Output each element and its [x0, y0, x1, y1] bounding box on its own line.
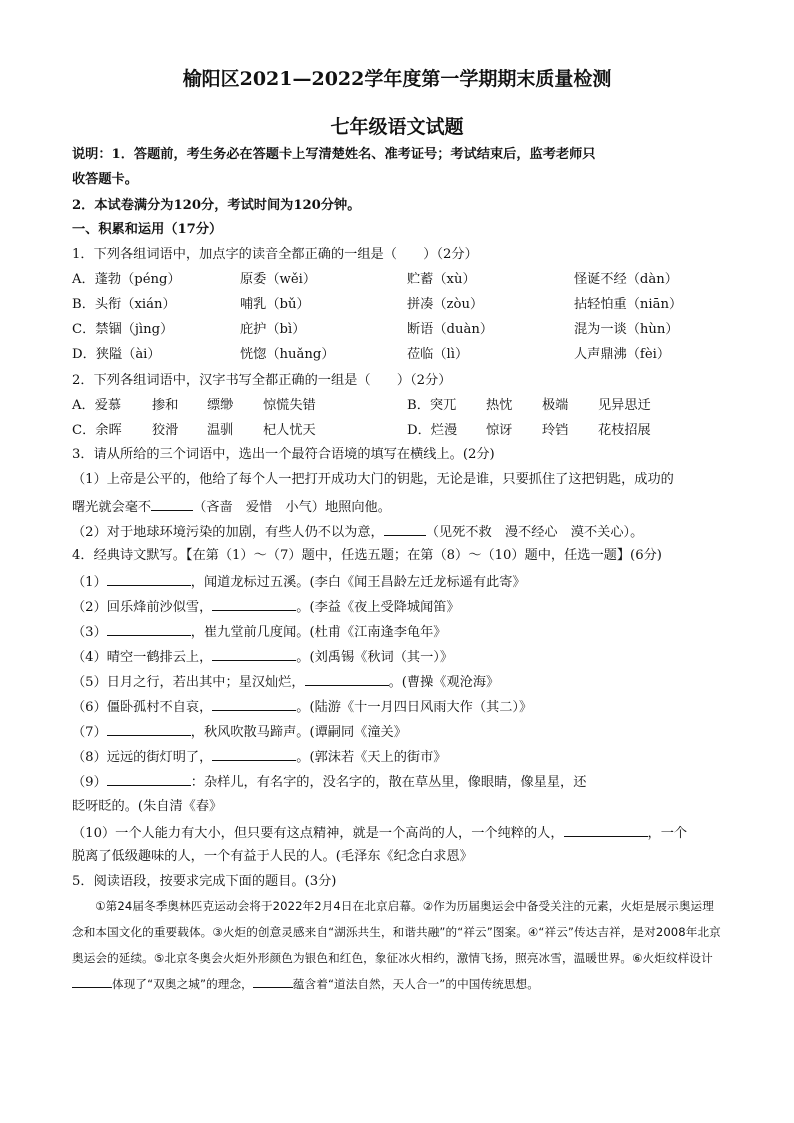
q2-option-c-1: C．余晖	[72, 423, 122, 438]
q2-option-a-2: 掺和	[152, 398, 179, 413]
q2-option-b-1: B．突兀	[407, 398, 457, 413]
q4-item-6-pre: （6）僵卧孤村不自哀，	[72, 700, 213, 715]
q5-passage-text-3: 蕴含着“道法自然，天人合一”的中国传统思想。	[292, 977, 539, 991]
q2-stem: 2．下列各组词语中，汉字书写全都正确的一组是（ ）（2分）	[72, 373, 452, 388]
q4-item-2	[72, 597, 460, 617]
q1-option-a-1: A．蓬勃（péng）	[72, 272, 181, 287]
q5-passage-text-2: 体现了“双奥之城”的理念，	[112, 977, 253, 991]
q4-item-3-post: ，崔九堂前几度闻。(杜甫《江南逢李龟年》	[190, 625, 447, 640]
instructions-line-1: 说明：1．答题前，考生务必在答题卡上写清楚姓名、准考证号；考试结束后，监考老师只	[72, 147, 596, 162]
q4-item-6	[72, 697, 532, 717]
q4-item-9-post: ：杂样儿，有名字的，没名字的，散在草丛里，像眼睛，像星星，还	[190, 775, 587, 790]
q4-item-1-post: ，闻道龙标过五溪。(李白《闻王昌龄左迁龙标遥有此寄》	[190, 575, 526, 590]
q2-option-a-4: 惊慌失错	[263, 398, 316, 413]
q4-item-3-pre: （3）	[72, 625, 107, 640]
q1-option-c-4: 混为一谈（hùn）	[574, 322, 679, 337]
q3-sentence-2	[72, 522, 643, 542]
q4-item-1	[72, 572, 526, 592]
q5-passage-text-1: ①第24届冬季奥林匹克运动会将于2022年2月4日在北京启幕。②作为历届奥运会中备受关注的元素，火炬是展示奥运理念和本国文化的重要载体。③火炬的创意灵感来自“湖泺共生，和谐共融”的“祥云”图案。④“祥云”传达吉祥，是对2008年北京奥运会的延续。⑤北京冬奥会火炬外形颜色为银色和红色，象征冰火相约，激情飞扬，照亮冰雪，温暖世界。⑥火炬纹样设计	[72, 899, 721, 965]
q4-blank-7[interactable]	[107, 722, 191, 736]
q1-option-b-3: 拼凑（zòu）	[407, 297, 484, 312]
q1-option-b-2: 哺乳（bǔ）	[240, 297, 310, 312]
q4-item-7-post: ，秋风吹散马蹄声。(谭嗣同《潼关》	[190, 725, 407, 740]
q3-sentence-1b-options: （吝啬 爱惜 小气）地照向他。	[193, 500, 391, 515]
q4-blank-3[interactable]	[107, 622, 191, 636]
q4-item-8-post: 。(郭沫若《天上的街市》	[296, 750, 447, 765]
q3-sentence-2-text: （2）对于地球环境污染的加剧，有些人仍不以为意，	[72, 525, 384, 540]
q1-option-b-4: 拈轻怕重（niān）	[574, 297, 683, 312]
q3-blank-2[interactable]	[384, 522, 426, 536]
q4-blank-10[interactable]	[564, 823, 648, 837]
q1-option-c-1: C．禁锢（jìng）	[72, 322, 174, 337]
q2-option-d-4: 花枝招展	[598, 423, 651, 438]
q4-item-5-post: 。(曹操《观沧海》	[388, 675, 500, 690]
q4-item-4-pre: （4）晴空一鹤排云上，	[72, 650, 213, 665]
q4-blank-8[interactable]	[212, 747, 296, 761]
q2-option-b-4: 见异思迁	[598, 398, 651, 413]
q4-item-8	[72, 747, 446, 767]
q4-item-10a	[72, 823, 687, 843]
q3-sentence-1a: （1）上帝是公平的，他给了每个人一把打开成功大门的钥匙，无论是谁，只要抓住了这把钥匙，成功的	[72, 472, 674, 487]
q4-item-2-post: 。(李益《夜上受降城闻笛》	[296, 600, 460, 615]
q4-item-1-pre: （1）	[72, 575, 107, 590]
q2-option-c-2: 狡滑	[152, 423, 179, 438]
exam-subtitle: 七年级语文试题	[330, 116, 464, 138]
q3-sentence-1b	[72, 497, 391, 517]
q1-stem: 1．下列各组词语中，加点字的读音全都正确的一组是（ ）（2分）	[72, 247, 478, 262]
q4-item-6-post: 。(陆游《十一月四日风雨大作（其二）》	[296, 700, 533, 715]
q2-option-a-1: A．爱慕	[72, 398, 122, 413]
q4-item-9-pre: （9）	[72, 775, 107, 790]
q4-item-3	[72, 622, 446, 642]
q2-option-d-1: D．烂漫	[407, 423, 458, 438]
q4-blank-6[interactable]	[212, 697, 296, 711]
q2-option-d-3: 玲铛	[542, 423, 569, 438]
q4-blank-2[interactable]	[212, 597, 296, 611]
q2-option-c-3: 温驯	[207, 423, 234, 438]
q4-item-7	[72, 722, 407, 742]
instructions-line-3: 2．本试卷满分为120分，考试时间为120分钟。	[72, 198, 361, 213]
q5-stem: 5．阅读语段，按要求完成下面的题目。(3分)	[72, 874, 337, 889]
q4-item-9-continued: 眨呀眨的。(朱自清《春》	[72, 799, 223, 814]
q2-option-a-3: 缥缈	[207, 398, 234, 413]
q4-blank-9[interactable]	[107, 772, 191, 786]
q4-blank-5[interactable]	[305, 672, 389, 686]
q3-sentence-2-options: （见死不救 漫不经心 漠不关心）。	[425, 525, 644, 540]
section-heading: 一、积累和运用（17分）	[72, 222, 223, 237]
q1-option-d-1: D．狭隘（ài）	[72, 347, 161, 362]
q5-blank-2[interactable]	[253, 974, 293, 988]
q4-stem: 4．经典诗文默写。【在第（1）～（7）题中，任选五题；在第（8）～（10）题中，任选一题】(6分)	[72, 548, 662, 563]
q4-item-2-pre: （2）回乐烽前沙似雪，	[72, 600, 213, 615]
q1-option-c-3: 断语（duàn）	[407, 322, 494, 337]
q4-item-9	[72, 772, 586, 792]
instructions-line-2: 收答题卡。	[72, 172, 138, 187]
q5-passage	[72, 893, 724, 997]
q3-stem: 3．请从所给的三个词语中，选出一个最符合语境的填写在横线上。(2分)	[72, 447, 495, 462]
q1-option-a-3: 贮蓄（xù）	[407, 272, 476, 287]
q4-item-10a-post: ，一个	[647, 826, 688, 841]
q2-option-d-2: 惊讶	[486, 423, 513, 438]
q4-item-8-pre: （8）远远的街灯明了，	[72, 750, 213, 765]
q4-item-5-pre: （5）日月之行，若出其中；星汉灿烂，	[72, 675, 305, 690]
q4-item-7-pre: （7）	[72, 725, 107, 740]
q2-option-c-4: 杞人忧天	[263, 423, 316, 438]
q2-option-b-2: 热忱	[486, 398, 513, 413]
q4-item-4	[72, 647, 453, 667]
q1-option-d-2: 恍惚（huǎng）	[240, 347, 335, 362]
q1-option-a-2: 原委（wěi）	[240, 272, 317, 287]
q1-option-c-2: 庇护（bì）	[240, 322, 306, 337]
q4-item-10b: 脱离了低级趣味的人，一个有益于人民的人。(毛泽东《纪念白求恩》	[72, 849, 473, 864]
q4-blank-1[interactable]	[107, 572, 191, 586]
q3-blank-1[interactable]	[151, 497, 193, 511]
q1-option-a-4: 怪诞不经（dàn）	[574, 272, 678, 287]
q1-option-d-3: 莅临（lì）	[407, 347, 469, 362]
q5-blank-1[interactable]	[72, 974, 112, 988]
exam-title: 榆阳区2021—2022学年度第一学期期末质量检测	[182, 68, 612, 90]
q1-option-b-1: B．头衔（xián）	[72, 297, 176, 312]
q2-option-b-3: 极端	[542, 398, 569, 413]
q4-item-5	[72, 672, 499, 692]
q1-option-d-4: 人声鼎沸（fèi）	[574, 347, 671, 362]
q4-item-10a-pre: （10）一个人能力有大小，但只要有这点精神，就是一个高尚的人，一个纯粹的人，	[72, 826, 564, 841]
q4-blank-4[interactable]	[212, 647, 296, 661]
q3-sentence-1b-text: 曙光就会毫不	[72, 500, 152, 515]
q4-item-4-post: 。(刘禹锡《秋词（其一）》	[296, 650, 454, 665]
